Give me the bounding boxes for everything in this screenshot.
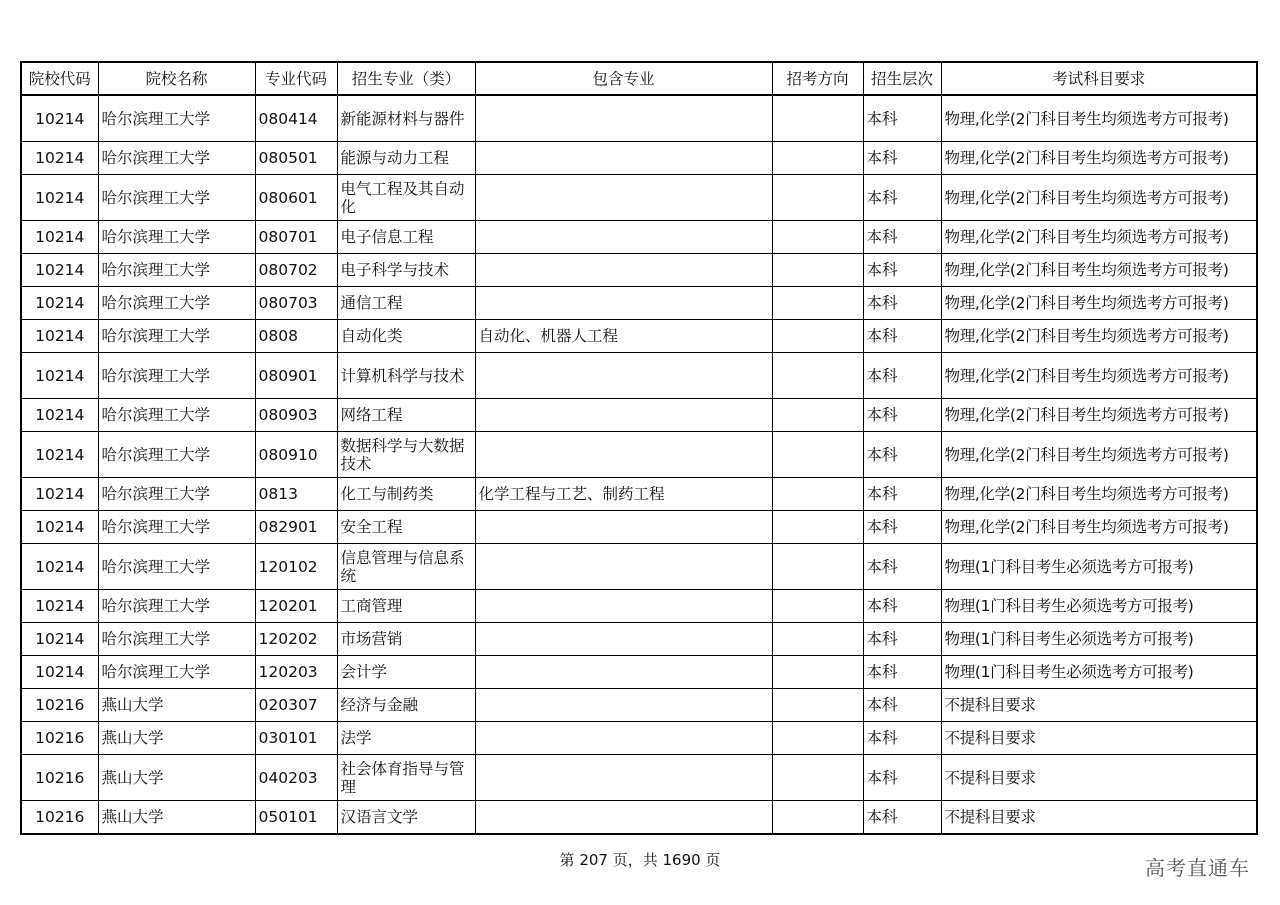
- cell-major-code: 0813: [255, 478, 337, 511]
- cell-includes: [475, 432, 772, 478]
- table-row: [21, 544, 1257, 590]
- cell-includes: [475, 287, 772, 320]
- cell-includes: 化学工程与工艺、制药工程: [475, 478, 772, 511]
- cell-includes: [475, 722, 772, 755]
- table-row: [21, 287, 1257, 320]
- cell-major: 工商管理: [337, 590, 475, 623]
- cell-school-code: 10214: [21, 254, 98, 287]
- cell-major: 信息管理与信息系统: [337, 544, 475, 590]
- cell-requirement: 物理,化学(2门科目考生均须选考方可报考): [941, 175, 1257, 221]
- cell-school-name: 哈尔滨理工大学: [98, 623, 255, 656]
- cell-direction: [772, 722, 863, 755]
- cell-level: 本科: [863, 432, 941, 478]
- table-row: [21, 478, 1257, 511]
- cell-includes: [475, 689, 772, 722]
- table-row: [21, 221, 1257, 254]
- header-major-code: 专业代码: [255, 62, 337, 95]
- cell-school-name: 哈尔滨理工大学: [98, 478, 255, 511]
- table-row: [21, 175, 1257, 221]
- cell-major: 汉语言文学: [337, 801, 475, 835]
- cell-major: 会计学: [337, 656, 475, 689]
- cell-major-code: 080903: [255, 399, 337, 432]
- cell-includes: [475, 801, 772, 835]
- cell-major: 新能源材料与器件: [337, 95, 475, 142]
- header-includes: 包含专业: [475, 62, 772, 95]
- cell-school-name: 燕山大学: [98, 801, 255, 835]
- cell-direction: [772, 95, 863, 142]
- cell-includes: [475, 254, 772, 287]
- cell-direction: [772, 353, 863, 399]
- cell-school-code: 10214: [21, 656, 98, 689]
- header-row: [21, 62, 1257, 95]
- cell-includes: [475, 175, 772, 221]
- header-requirement: 考试科目要求: [941, 62, 1257, 95]
- cell-requirement: 物理(1门科目考生必须选考方可报考): [941, 656, 1257, 689]
- cell-direction: [772, 511, 863, 544]
- cell-direction: [772, 287, 863, 320]
- table-row: [21, 590, 1257, 623]
- cell-includes: [475, 399, 772, 432]
- cell-level: 本科: [863, 478, 941, 511]
- table-row: [21, 511, 1257, 544]
- cell-level: 本科: [863, 399, 941, 432]
- cell-level: 本科: [863, 320, 941, 353]
- table-row: [21, 399, 1257, 432]
- cell-requirement: 物理,化学(2门科目考生均须选考方可报考): [941, 511, 1257, 544]
- cell-requirement: 物理(1门科目考生必须选考方可报考): [941, 544, 1257, 590]
- cell-major: 自动化类: [337, 320, 475, 353]
- cell-direction: [772, 755, 863, 801]
- cell-direction: [772, 689, 863, 722]
- cell-direction: [772, 221, 863, 254]
- cell-school-code: 10214: [21, 320, 98, 353]
- cell-major-code: 080910: [255, 432, 337, 478]
- cell-requirement: 物理,化学(2门科目考生均须选考方可报考): [941, 320, 1257, 353]
- cell-school-code: 10214: [21, 399, 98, 432]
- cell-school-name: 哈尔滨理工大学: [98, 95, 255, 142]
- cell-includes: 自动化、机器人工程: [475, 320, 772, 353]
- cell-school-code: 10214: [21, 478, 98, 511]
- cell-level: 本科: [863, 590, 941, 623]
- cell-requirement: 不提科目要求: [941, 689, 1257, 722]
- cell-level: 本科: [863, 175, 941, 221]
- cell-level: 本科: [863, 511, 941, 544]
- cell-school-name: 哈尔滨理工大学: [98, 656, 255, 689]
- cell-school-code: 10214: [21, 95, 98, 142]
- cell-level: 本科: [863, 656, 941, 689]
- cell-major: 经济与金融: [337, 689, 475, 722]
- cell-major: 市场营销: [337, 623, 475, 656]
- cell-school-code: 10214: [21, 590, 98, 623]
- cell-school-name: 哈尔滨理工大学: [98, 399, 255, 432]
- cell-requirement: 物理,化学(2门科目考生均须选考方可报考): [941, 254, 1257, 287]
- cell-direction: [772, 590, 863, 623]
- cell-major: 安全工程: [337, 511, 475, 544]
- cell-requirement: 物理,化学(2门科目考生均须选考方可报考): [941, 142, 1257, 175]
- cell-school-code: 10214: [21, 353, 98, 399]
- cell-direction: [772, 432, 863, 478]
- cell-school-name: 哈尔滨理工大学: [98, 544, 255, 590]
- cell-school-name: 哈尔滨理工大学: [98, 142, 255, 175]
- header-school-code: 院校代码: [21, 62, 98, 95]
- cell-level: 本科: [863, 254, 941, 287]
- table-row: [21, 95, 1257, 142]
- cell-school-code: 10214: [21, 511, 98, 544]
- cell-school-name: 燕山大学: [98, 755, 255, 801]
- cell-major: 能源与动力工程: [337, 142, 475, 175]
- cell-major-code: 080701: [255, 221, 337, 254]
- cell-major: 电气工程及其自动化: [337, 175, 475, 221]
- table-row: [21, 432, 1257, 478]
- header-major: 招生专业（类）: [337, 62, 475, 95]
- cell-school-name: 燕山大学: [98, 689, 255, 722]
- cell-school-name: 哈尔滨理工大学: [98, 287, 255, 320]
- cell-level: 本科: [863, 722, 941, 755]
- table-row: [21, 656, 1257, 689]
- cell-includes: [475, 511, 772, 544]
- cell-direction: [772, 544, 863, 590]
- cell-major: 电子信息工程: [337, 221, 475, 254]
- cell-school-code: 10214: [21, 142, 98, 175]
- table-row: [21, 755, 1257, 801]
- cell-school-name: 哈尔滨理工大学: [98, 320, 255, 353]
- watermark-logo-text: 高考直通车: [1145, 856, 1250, 880]
- cell-requirement: 不提科目要求: [941, 801, 1257, 835]
- cell-school-name: 哈尔滨理工大学: [98, 175, 255, 221]
- cell-school-code: 10214: [21, 623, 98, 656]
- cell-requirement: 不提科目要求: [941, 755, 1257, 801]
- cell-major: 化工与制药类: [337, 478, 475, 511]
- header-level: 招生层次: [863, 62, 941, 95]
- cell-includes: [475, 755, 772, 801]
- cell-school-code: 10216: [21, 722, 98, 755]
- cell-school-name: 哈尔滨理工大学: [98, 221, 255, 254]
- cell-direction: [772, 623, 863, 656]
- cell-includes: [475, 95, 772, 142]
- cell-level: 本科: [863, 801, 941, 835]
- cell-major-code: 020307: [255, 689, 337, 722]
- cell-direction: [772, 320, 863, 353]
- cell-direction: [772, 801, 863, 835]
- cell-major-code: 120203: [255, 656, 337, 689]
- cell-level: 本科: [863, 142, 941, 175]
- cell-level: 本科: [863, 755, 941, 801]
- cell-direction: [772, 656, 863, 689]
- cell-major: 法学: [337, 722, 475, 755]
- cell-requirement: 物理,化学(2门科目考生均须选考方可报考): [941, 353, 1257, 399]
- cell-major: 网络工程: [337, 399, 475, 432]
- cell-major-code: 050101: [255, 801, 337, 835]
- table-row: [21, 142, 1257, 175]
- cell-requirement: 不提科目要求: [941, 722, 1257, 755]
- cell-major: 社会体育指导与管理: [337, 755, 475, 801]
- cell-school-name: 哈尔滨理工大学: [98, 590, 255, 623]
- cell-requirement: 物理,化学(2门科目考生均须选考方可报考): [941, 287, 1257, 320]
- cell-direction: [772, 175, 863, 221]
- cell-school-code: 10216: [21, 801, 98, 835]
- cell-direction: [772, 254, 863, 287]
- cell-major-code: 080901: [255, 353, 337, 399]
- cell-direction: [772, 399, 863, 432]
- table-row: [21, 623, 1257, 656]
- cell-requirement: 物理(1门科目考生必须选考方可报考): [941, 590, 1257, 623]
- cell-major-code: 080414: [255, 95, 337, 142]
- table-header: [21, 62, 1257, 95]
- cell-major-code: 080702: [255, 254, 337, 287]
- cell-level: 本科: [863, 353, 941, 399]
- table-row: [21, 254, 1257, 287]
- cell-level: 本科: [863, 287, 941, 320]
- table-row: [21, 801, 1257, 835]
- cell-school-name: 燕山大学: [98, 722, 255, 755]
- cell-requirement: 物理(1门科目考生必须选考方可报考): [941, 623, 1257, 656]
- cell-major: 计算机科学与技术: [337, 353, 475, 399]
- cell-major-code: 0808: [255, 320, 337, 353]
- cell-major-code: 120202: [255, 623, 337, 656]
- cell-school-name: 哈尔滨理工大学: [98, 254, 255, 287]
- cell-major-code: 080703: [255, 287, 337, 320]
- admissions-table: [20, 61, 1258, 835]
- cell-includes: [475, 590, 772, 623]
- cell-major-code: 030101: [255, 722, 337, 755]
- cell-level: 本科: [863, 544, 941, 590]
- header-school-name: 院校名称: [98, 62, 255, 95]
- cell-school-code: 10214: [21, 287, 98, 320]
- cell-school-name: 哈尔滨理工大学: [98, 432, 255, 478]
- cell-includes: [475, 353, 772, 399]
- cell-major-code: 040203: [255, 755, 337, 801]
- cell-major-code: 120102: [255, 544, 337, 590]
- page-number: 第 207 页，共 1690 页: [559, 851, 721, 869]
- cell-includes: [475, 221, 772, 254]
- cell-direction: [772, 142, 863, 175]
- cell-school-name: 哈尔滨理工大学: [98, 353, 255, 399]
- cell-includes: [475, 623, 772, 656]
- cell-major: 数据科学与大数据技术: [337, 432, 475, 478]
- table-row: [21, 722, 1257, 755]
- table-body: [21, 95, 1257, 834]
- cell-direction: [772, 478, 863, 511]
- cell-school-code: 10216: [21, 689, 98, 722]
- cell-school-code: 10214: [21, 544, 98, 590]
- cell-school-code: 10214: [21, 221, 98, 254]
- header-direction: 招考方向: [772, 62, 863, 95]
- cell-requirement: 物理,化学(2门科目考生均须选考方可报考): [941, 95, 1257, 142]
- cell-includes: [475, 142, 772, 175]
- cell-requirement: 物理,化学(2门科目考生均须选考方可报考): [941, 221, 1257, 254]
- cell-level: 本科: [863, 221, 941, 254]
- cell-school-code: 10214: [21, 432, 98, 478]
- cell-major: 电子科学与技术: [337, 254, 475, 287]
- cell-level: 本科: [863, 689, 941, 722]
- table-row: [21, 689, 1257, 722]
- cell-level: 本科: [863, 95, 941, 142]
- cell-school-code: 10214: [21, 175, 98, 221]
- cell-level: 本科: [863, 623, 941, 656]
- cell-includes: [475, 656, 772, 689]
- cell-requirement: 物理,化学(2门科目考生均须选考方可报考): [941, 432, 1257, 478]
- cell-school-name: 哈尔滨理工大学: [98, 511, 255, 544]
- cell-major-code: 080601: [255, 175, 337, 221]
- cell-includes: [475, 544, 772, 590]
- table-row: [21, 320, 1257, 353]
- table-row: [21, 353, 1257, 399]
- cell-major-code: 120201: [255, 590, 337, 623]
- cell-school-code: 10216: [21, 755, 98, 801]
- cell-major-code: 080501: [255, 142, 337, 175]
- cell-requirement: 物理,化学(2门科目考生均须选考方可报考): [941, 478, 1257, 511]
- cell-requirement: 物理,化学(2门科目考生均须选考方可报考): [941, 399, 1257, 432]
- cell-major: 通信工程: [337, 287, 475, 320]
- cell-major-code: 082901: [255, 511, 337, 544]
